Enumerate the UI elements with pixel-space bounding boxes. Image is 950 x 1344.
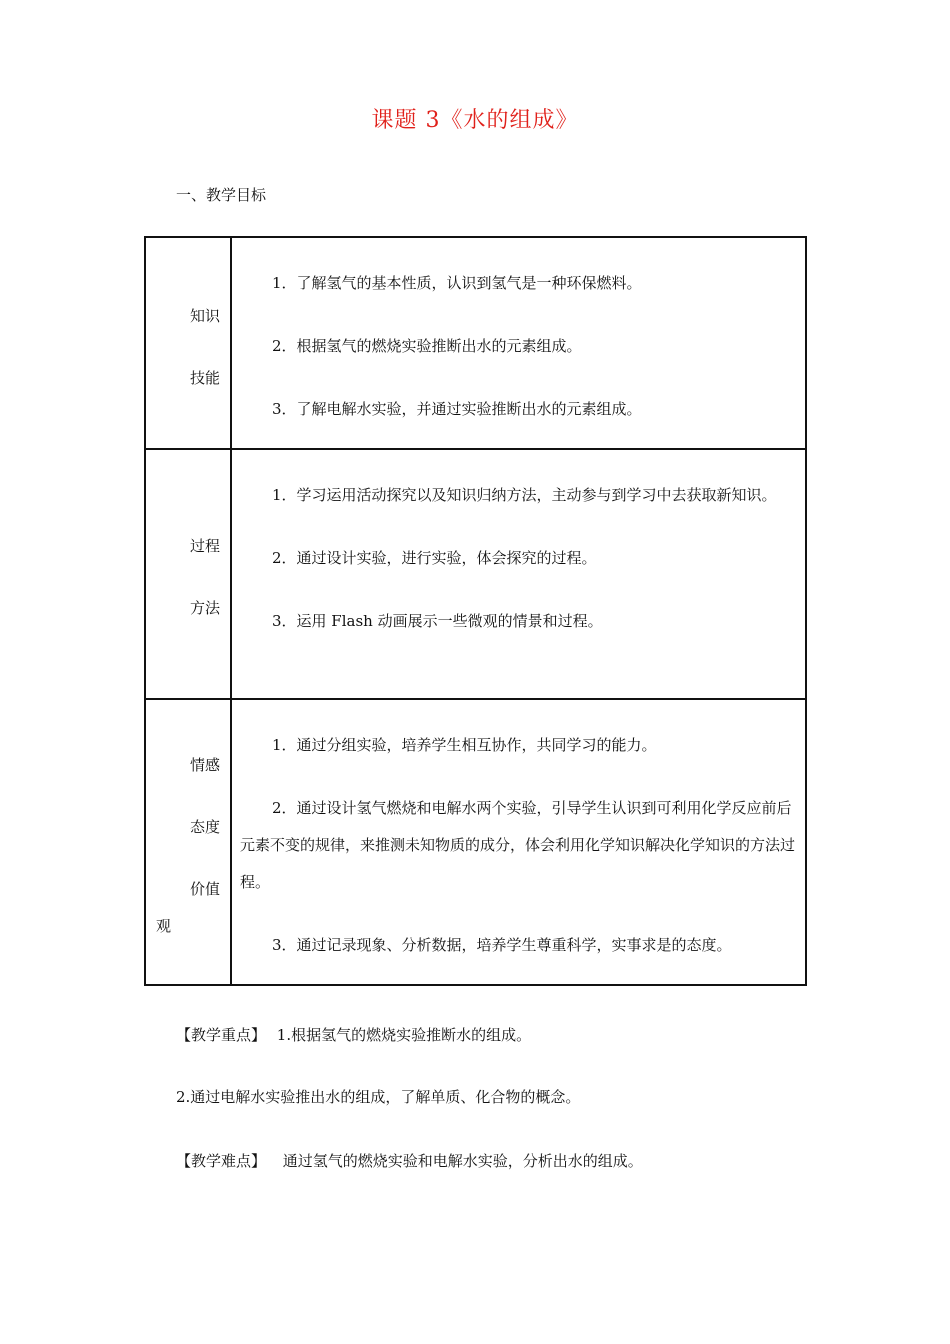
key-points-line1: 1.根据氢气的燃烧实验推断水的组成。 [276,1026,532,1044]
category-label: 情感 [190,756,221,774]
category-label: 价值 [190,880,221,898]
table-row [145,449,806,699]
table-row [145,699,806,985]
content-cell [231,449,806,699]
list-item: 1．通过分组实验，培养学生相互协作，共同学习的能力。 [272,736,657,754]
list-item: 1．学习运用活动探究以及知识归纳方法，主动参与到学习中去获取新知识。 [272,486,777,504]
list-item: 2．根据氢气的燃烧实验推断出水的元素组成。 [272,337,582,355]
section-heading: 一、教学目标 [176,186,267,204]
list-item: 3．通过记录现象、分析数据，培养学生尊重科学，实事求是的态度。 [272,936,732,954]
difficult-points-label: 【教学难点】 [176,1152,267,1170]
teaching-goals-table [144,236,807,986]
category-label: 态度 [190,818,221,836]
category-label: 过程 [190,537,221,555]
list-item: 3．运用 Flash 动画展示一些微观的情景和过程。 [272,612,603,630]
key-points-line2: 2.通过电解水实验推出水的组成，了解单质、化合物的概念。 [176,1088,581,1106]
category-label: 方法 [190,599,221,617]
category-cell [145,237,231,449]
category-cell [145,449,231,699]
list-item: 2．通过设计氢气燃烧和电解水两个实验，引导学生认识到可利用化学反应前后元素不变的规律，来推测未知物质的成分，体会利用化学知识解决化学知识的方法过程。 [240,799,796,891]
difficult-points-text: 通过氢气的燃烧实验和电解水实验，分析出水的组成。 [282,1152,643,1170]
key-points [176,1025,531,1045]
table-row [145,237,806,449]
category-label: 观 [156,917,172,935]
difficult-points [176,1151,643,1171]
list-item: 3．了解电解水实验，并通过实验推断出水的元素组成。 [272,400,642,418]
category-cell [145,699,231,985]
key-points-label: 【教学重点】 [176,1026,267,1044]
list-item: 1．了解氢气的基本性质，认识到氢气是一种环保燃料。 [272,274,642,292]
category-label: 知识 [190,307,221,325]
content-cell [231,699,806,985]
category-label: 技能 [190,369,221,387]
document-title: 课题 3《水的组成》 [371,108,579,133]
content-cell [231,237,806,449]
list-item: 2．通过设计实验，进行实验，体会探究的过程。 [272,549,597,567]
